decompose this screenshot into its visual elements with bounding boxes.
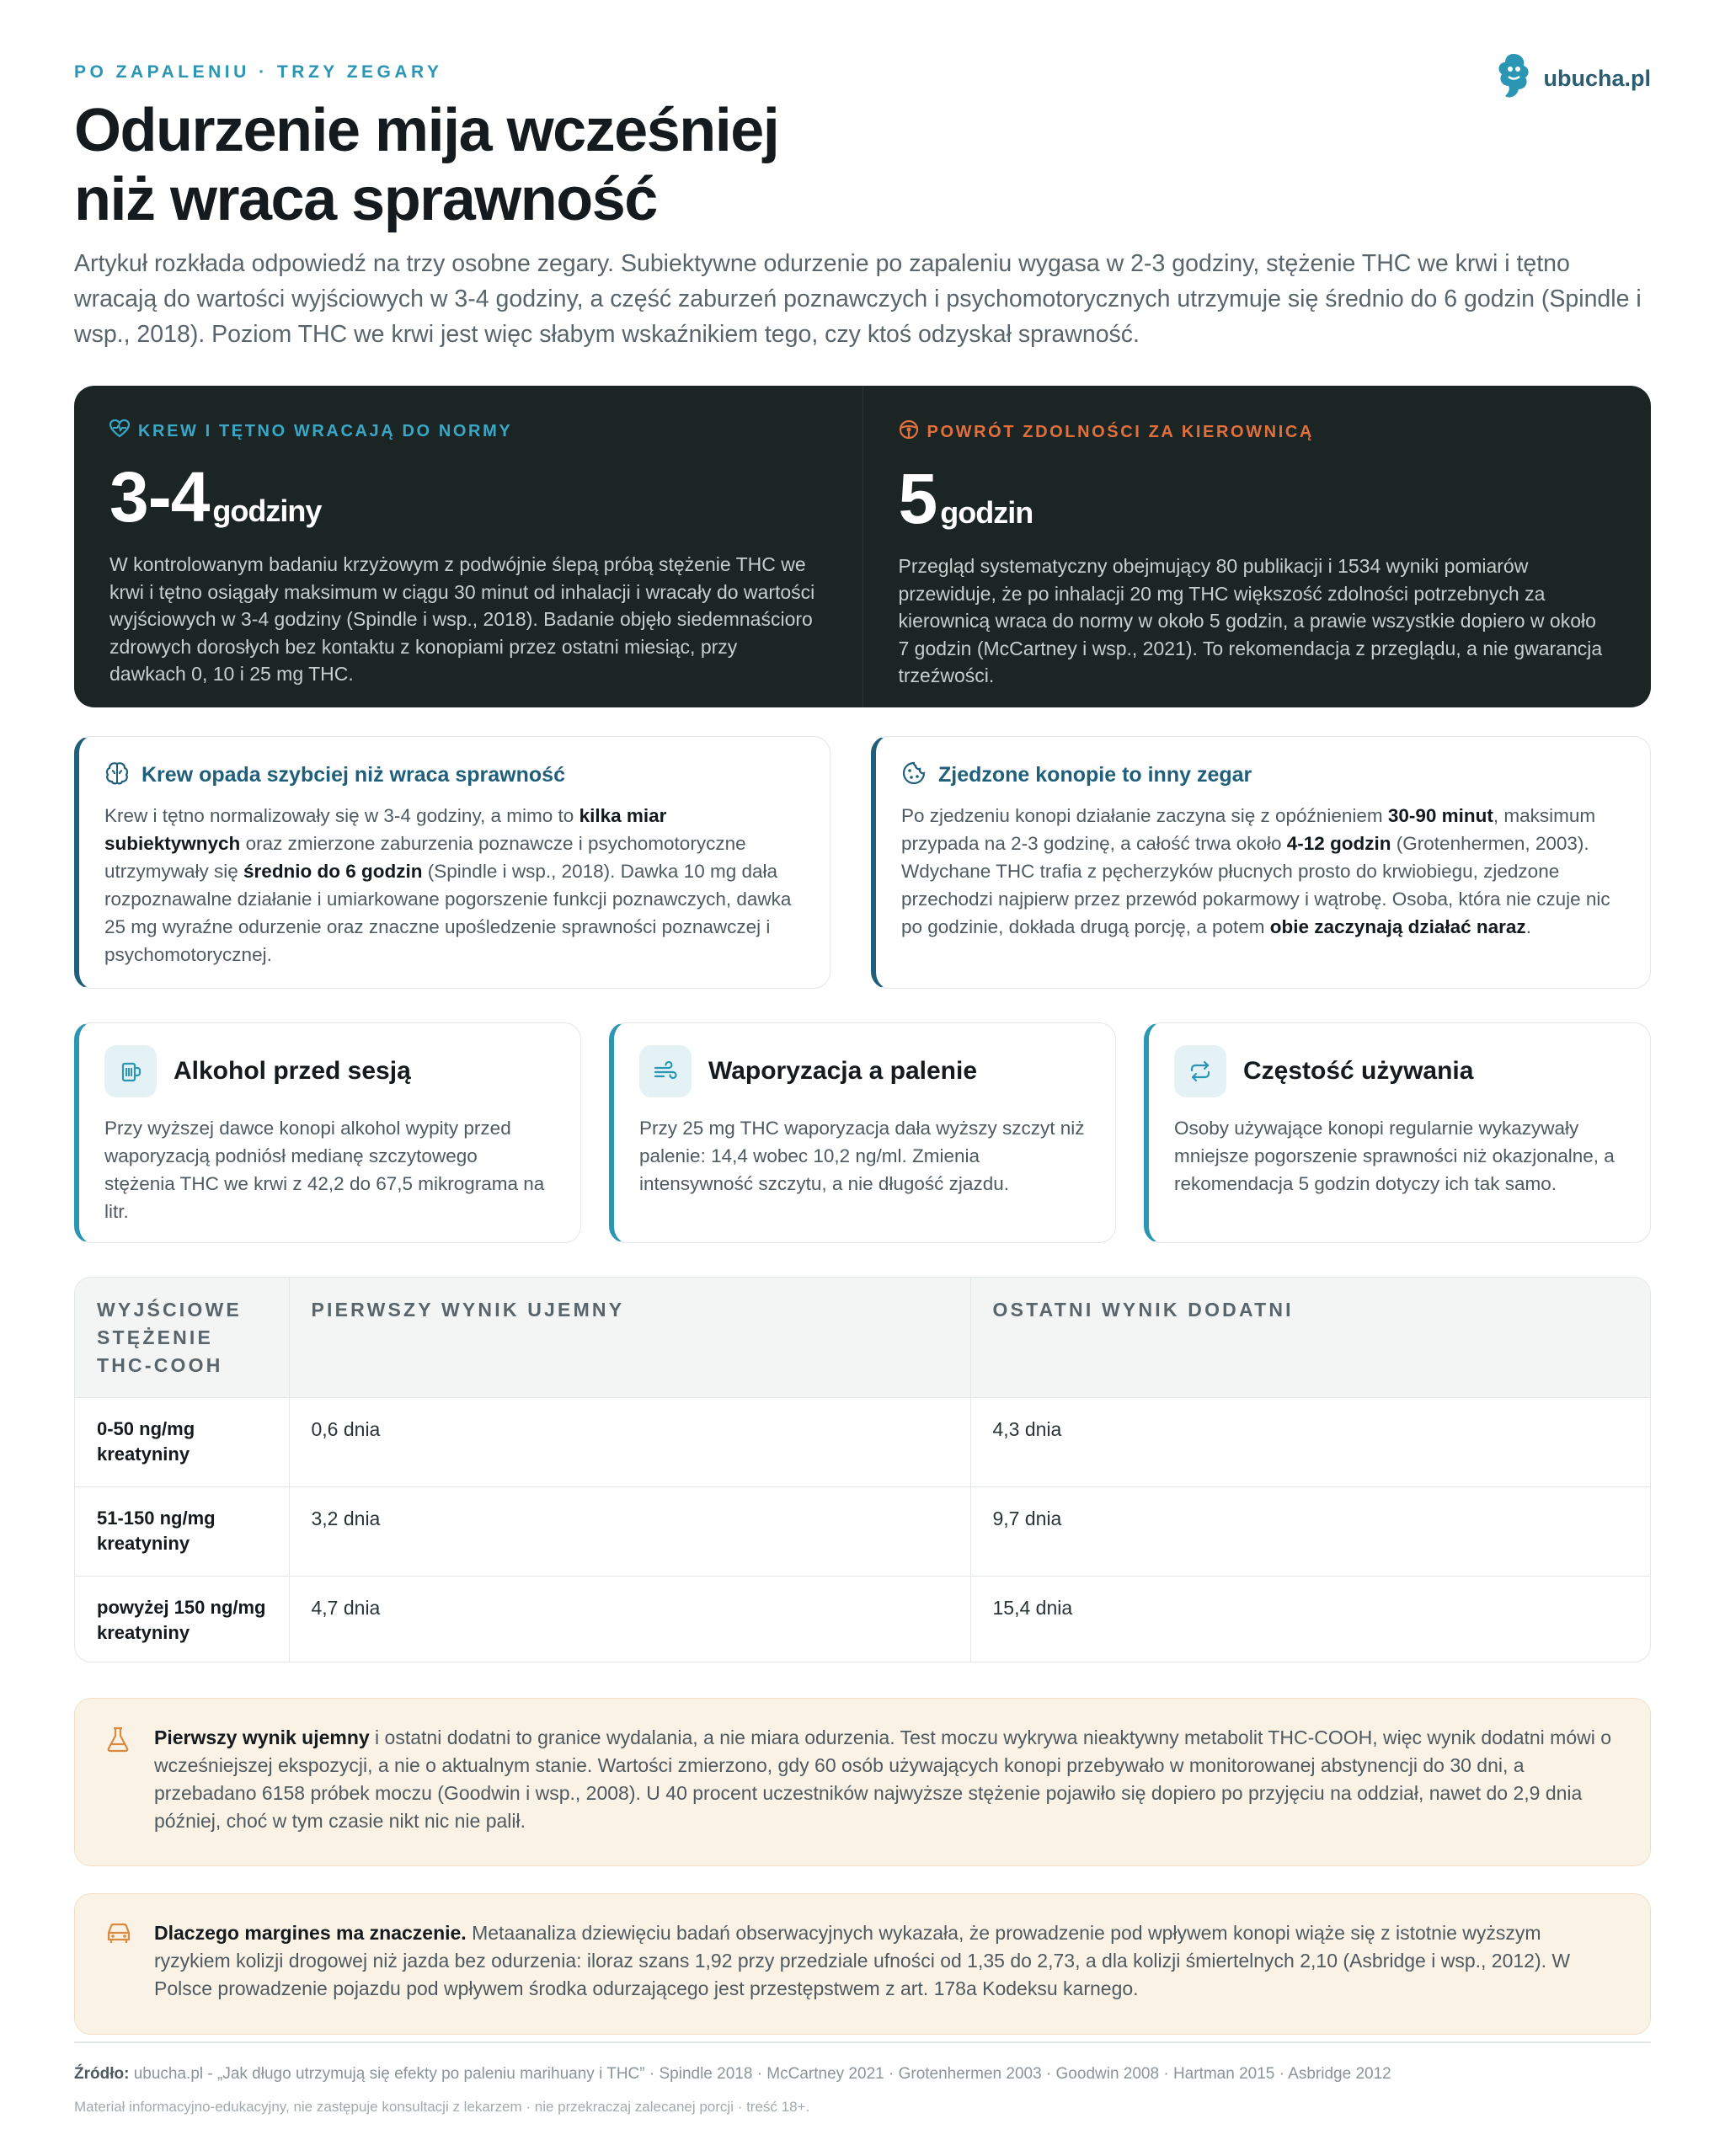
note-body: i ostatni dodatni to granice wydalania, a nie miara odurzenia. Test moczu wykrywa nieaktywny metabolit THC-COOH, więc wynik dodatni mówi o wcześniejszej ekspozycji, a nie o aktualnym stanie. Wartości zmierzono, gdy 60 osób używających konopi przebywało w monitorowanej abstynencji do 30 dni, a przebadano 6158 próbek moczu (Goodwin i wsp., 2008). U 40 procent uczestników najwyższe stężenie pojawiło się dopiero po przyjęciu na oddział, nawet do 2,9 dnia później, choć w tym czasie nikt nic nie palił.	[154, 1726, 1612, 1832]
cookie-icon	[901, 760, 927, 790]
table-cell: 3,2 dnia	[289, 1487, 970, 1577]
info-card-vaporization	[609, 1022, 1116, 1243]
card-text-part: (Grotenhermen, 2003). Wdychane THC trafia z pęcherzyków płucnych prosto do krwiobiegu, zjedzone przechodzi najpierw przez przewód pokarmowy i wątrobę. Osoba, która nie czuje nic po godzinie, dokłada drugą porcję, a potem	[901, 833, 1610, 937]
hero-unit: godziny	[212, 494, 322, 528]
note-body: Metaanaliza dziewięciu badań obserwacyjnych wykazała, że prowadzenie pod wpływem konopi wiąże się z istotnie wyższym ryzykiem kolizji drogowej niż jazda bez odurzenia: iloraz szans 1,92 przy przedziale ufności od 1,35 do 2,73, a dla kolizji śmiertelnych 2,10 (Asbridge i wsp., 2012). W Polsce prowadzenie pojazdu pod wpływem środka odurzającego jest przestępstwem z art. 178a Kodeksu karnego.	[154, 1922, 1571, 1999]
card-title: Alkohol przed sesją	[174, 1057, 411, 1085]
card-text: Przy 25 mg THC waporyzacja dała wyższy szczyt niż palenie: 14,4 wobec 10,2 ng/ml. Zmienia intensywność szczytu, a nie długość zjazdu.	[639, 1118, 1085, 1194]
info-card-edibles	[871, 736, 1651, 989]
info-card-frequency	[1144, 1022, 1651, 1243]
disclaimer: Materiał informacyjno-edukacyjny, nie zastępuje konsultacji z lekarzem · nie przekraczaj zalecanej porcji · treść 18+.	[74, 2099, 810, 2115]
table-cell: powyżej 150 ng/mg kreatyniny	[97, 1597, 266, 1643]
card-title: Zjedzone konopie to inny zegar	[938, 763, 1252, 787]
column-header: WYJŚCIOWE STĘŻENIE THC-COOH	[75, 1278, 289, 1398]
title-line-2: niż wraca sprawność	[74, 166, 657, 233]
table-cell: 9,7 dnia	[970, 1487, 1650, 1577]
eyebrow: PO ZAPALENIU · TRZY ZEGARY	[74, 62, 443, 82]
car-icon	[105, 1919, 134, 2034]
note-urine-test	[74, 1698, 1651, 1866]
card-text-part: .	[1525, 916, 1531, 937]
source-text: ubucha.pl - „Jak długo utrzymują się efekty po paleniu marihuany i THC” · Spindle 2018 · McCartney 2021 · Grotenhermen 2003 · Goodwin 2008 · Hartman 2015 · Asbridge 2012	[129, 2065, 1391, 2083]
card-text-part: (Spindle i wsp., 2018). Dawka 10 mg dała rozpoznawalne działanie i umiarkowane pogorszenie funkcji poznawczych, dawka 25 mg wyraźne odurzenie oraz znaczne upośledzenie sprawności poznawczej i psychomotorycznej.	[104, 861, 792, 965]
mascot-icon	[1495, 51, 1532, 107]
heart-pulse-icon	[109, 419, 130, 443]
card-text-bold: obie zaczynają działać naraz	[1269, 916, 1526, 937]
hero-unit: godzin	[940, 495, 1033, 530]
hero-description: W kontrolowanym badaniu krzyżowym z podwójnie ślepą próbą stężenie THC we krwi i tętno osiągały maksimum w ciągu 30 minut od inhalacji i wracały do wartości wyjściowych w 3-4 godziny (Spindle i wsp., 2018). Badanie objęło siedemnaścioro zdrowych dorosłych bez kontaktu z konopiami przez ostatni miesiąc, przy dawkach 0, 10 i 25 mg THC.	[109, 553, 815, 685]
flask-icon	[105, 1724, 134, 1865]
card-text-bold: 30-90 minut	[1387, 805, 1493, 826]
table-cell: 51-150 ng/mg kreatyniny	[75, 1487, 289, 1577]
card-header	[1174, 1045, 1621, 1097]
card-text-bold: średnio do 6 godzin	[243, 861, 423, 882]
card-text-part: Po zjedzeniu konopi działanie zaczyna się z opóźnieniem	[901, 805, 1388, 826]
table-cell: 0,6 dnia	[289, 1398, 970, 1487]
title-line-1: Odurzenie mija wcześniej	[74, 97, 779, 164]
card-text-part: , maksimum przypada na 2-3 godzinę, a całość trwa około	[901, 805, 1596, 854]
steering-wheel-icon	[899, 419, 919, 445]
detection-table	[74, 1277, 1651, 1662]
hero-number: 5	[898, 459, 937, 538]
card-header	[104, 760, 801, 790]
table-cell: 4,7 dnia	[289, 1577, 970, 1663]
hero-label-text: KREW I TĘTNO WRACAJĄ DO NORMY	[138, 421, 513, 440]
brain-icon	[104, 760, 130, 790]
lede-paragraph: Artykuł rozkłada odpowiedź na trzy osobne zegary. Subiektywne odurzenie po zapaleniu wygasa w 2-3 godziny, stężenie THC we krwi i tętno wracają do wartości wyjściowych w 3-4 godziny, a część zaburzeń poznawczych i psychomotorycznych utrzymuje się średnio do 6 godzin (Spindle i wsp., 2018). Poziom THC we krwi jest więc słabym wskaźnikiem tego, czy ktoś odzyskał sprawność.	[74, 250, 1642, 348]
table-row	[75, 1577, 1650, 1663]
source-label: Źródło:	[74, 2065, 130, 2083]
card-text	[104, 802, 801, 969]
wind-icon	[639, 1045, 692, 1097]
info-card-blood	[74, 736, 830, 989]
hero-blood-heart	[74, 386, 862, 707]
source-line	[74, 2065, 1391, 2084]
table-cell: 4,3 dnia	[970, 1398, 1650, 1487]
table-header-row	[75, 1278, 1650, 1398]
card-title: Częstość używania	[1243, 1057, 1474, 1085]
card-header	[639, 1045, 1087, 1097]
hero-stat	[898, 459, 1616, 538]
note-bold: Dlaczego margines ma znaczenie.	[154, 1922, 467, 1944]
card-text-bold: 4-12 godzin	[1286, 833, 1391, 854]
hero-panel	[74, 386, 1651, 707]
info-card-alcohol	[74, 1022, 581, 1243]
card-title: Waporyzacja a palenie	[708, 1057, 978, 1085]
hero-label	[109, 419, 827, 443]
table-cell: 15,4 dnia	[970, 1577, 1650, 1663]
table-row	[75, 1398, 1650, 1487]
card-text: Osoby używające konopi regularnie wykazywały mniejsze pogorszenie sprawności niż okazjonalne, a rekomendacja 5 godzin dotyczy ich tak samo.	[1174, 1118, 1615, 1194]
page-title	[74, 96, 1169, 234]
note-bold: Pierwszy wynik ujemny	[154, 1726, 370, 1748]
note-margin	[74, 1893, 1651, 2035]
card-header	[104, 1045, 552, 1097]
hero-description: Przegląd systematyczny obejmujący 80 publikacji i 1534 wyniki pomiarów przewiduje, że po inhalacji 20 mg THC większość zdolności potrzebnych za kierownicą wraca do normy w około 5 godzin, a prawie wszystkie dopiero w około 7 godzin (McCartney i wsp., 2021). To rekomendacja z przeglądu, a nie gwarancja trzeźwości.	[898, 555, 1603, 686]
note-text	[154, 1919, 1620, 2034]
card-header	[901, 760, 1621, 790]
beer-mug-icon	[104, 1045, 157, 1097]
brand-name: ubucha.pl	[1543, 66, 1651, 91]
brand-logo[interactable]	[1495, 51, 1652, 107]
hero-label	[899, 419, 1616, 445]
note-text	[154, 1724, 1620, 1865]
hero-driving	[862, 386, 1652, 707]
card-text-part: oraz zmierzone zaburzenia poznawcze i psychomotoryczne utrzymywały się	[104, 833, 746, 882]
column-header: OSTATNI WYNIK DODATNI	[970, 1278, 1650, 1398]
card-text-part: Krew i tętno normalizowały się w 3-4 godziny, a mimo to	[104, 805, 579, 826]
table-cell: 0-50 ng/mg kreatyniny	[75, 1398, 289, 1487]
card-text: Przy wyższej dawce konopi alkohol wypity przed waporyzacją podniósł medianę szczytowego stężenia THC we krwi z 42,2 do 67,5 mikrograma na litr.	[104, 1118, 545, 1222]
hero-number: 3-4	[109, 457, 210, 536]
card-text	[901, 802, 1621, 941]
hero-stat	[109, 457, 827, 536]
hero-label-text: POWRÓT ZDOLNOŚCI ZA KIEROWNICĄ	[927, 422, 1314, 441]
card-text-bold: kilka miar subiektywnych	[104, 805, 667, 854]
footer-divider	[74, 2041, 1651, 2043]
repeat-icon	[1174, 1045, 1226, 1097]
column-header: PIERWSZY WYNIK UJEMNY	[289, 1278, 970, 1398]
table-row	[75, 1487, 1650, 1577]
card-title: Krew opada szybciej niż wraca sprawność	[142, 763, 565, 787]
